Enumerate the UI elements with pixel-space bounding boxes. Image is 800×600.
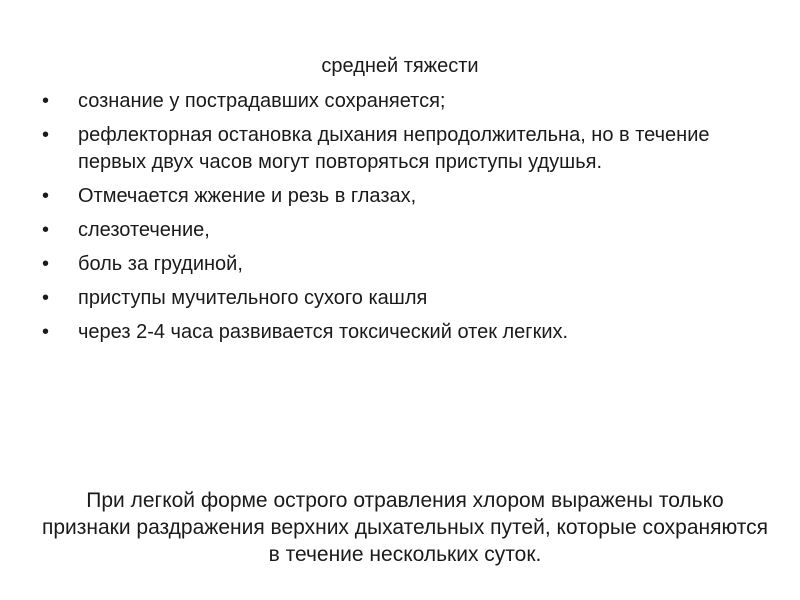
- bullet-dot-icon: •: [42, 253, 50, 275]
- bullet-item: [42, 285, 762, 312]
- bullet-item: [42, 217, 762, 244]
- bullet-text: рефлекторная остановка дыхания непродолжительна, но в течение первых двух часов могут повторяться приступы удушья.: [78, 124, 710, 173]
- bullet-item: [42, 122, 762, 176]
- bullet-dot-icon: •: [42, 124, 50, 146]
- bullet-dot-icon: •: [42, 321, 50, 343]
- bullet-dot-icon: •: [42, 287, 50, 309]
- bullet-item: [42, 319, 762, 346]
- bullet-text: сознание у пострадавших сохраняется;: [78, 90, 446, 112]
- footer-note: При легкой форме острого отравления хлором выражены только признаки раздражения верхних дыхательных путей, которые сохраняются в течение нескольких суток.: [41, 489, 769, 566]
- bullet-item: [42, 183, 762, 210]
- bullet-text: Отмечается жжение и резь в глазах,: [78, 185, 417, 207]
- bullet-list: [42, 88, 762, 353]
- bullet-text: боль за грудиной,: [78, 253, 243, 275]
- bullet-item: [42, 251, 762, 278]
- bullet-item: [42, 88, 762, 115]
- bullet-text: через 2-4 часа развивается токсический отек легких.: [78, 321, 569, 343]
- bullet-text: слезотечение,: [78, 219, 210, 241]
- bullet-dot-icon: •: [42, 90, 50, 112]
- bullet-text: приступы мучительного сухого кашля: [78, 287, 428, 309]
- bullet-dot-icon: •: [42, 185, 50, 207]
- slide-subtitle: средней тяжести: [321, 55, 479, 77]
- bullet-dot-icon: •: [42, 219, 50, 241]
